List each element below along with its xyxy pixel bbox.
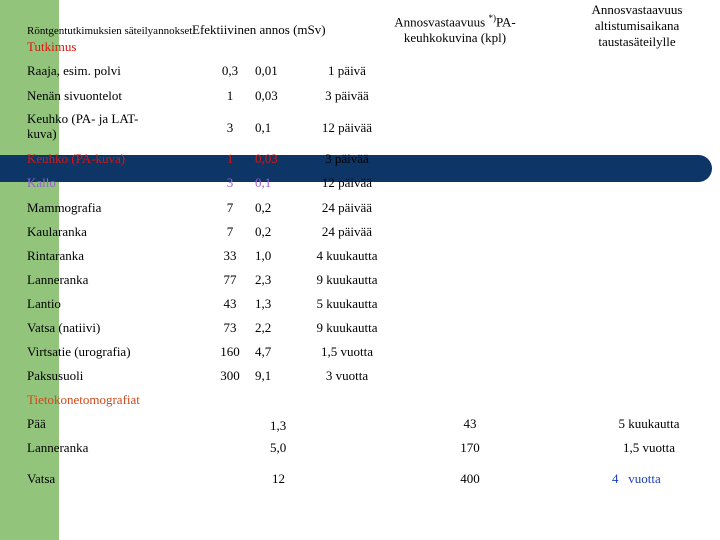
equivalent-header-line1b: PA- (495, 14, 516, 30)
background-time: 3 päivää (325, 151, 369, 166)
green-side-band (0, 0, 59, 540)
background-time: 9 kuukautta (316, 320, 378, 335)
dose-value: 0,03 (255, 88, 278, 103)
background-time: 5 kuukautta (316, 296, 378, 311)
equivalent-value: 77 (223, 272, 237, 287)
background-time: 1 päivä (328, 63, 366, 78)
equivalent-value: 0,3 (221, 63, 239, 78)
dose-value: 5,0 (270, 440, 287, 455)
equivalent-value: 3 (226, 120, 234, 135)
equivalent-value: 7 (226, 200, 234, 215)
equivalent-value: 33 (223, 248, 237, 263)
footnote-mark: *) (488, 13, 496, 23)
dose-value: 2,3 (255, 272, 272, 287)
dose-value: 0,01 (255, 63, 278, 78)
background-time: 1,5 vuotta (623, 440, 675, 455)
background-time: 9 kuukautta (316, 272, 378, 287)
source-label: Röntgentutkimuksien säteilyannokset (27, 25, 193, 37)
dose-value: 0,2 (255, 224, 272, 239)
dose-value: 4,7 (255, 344, 272, 359)
exam-name: Virtsatie (urografia) (27, 344, 131, 359)
exam-name: Vatsa (27, 471, 56, 486)
background-time: 5 kuukautta (618, 416, 680, 431)
exam-name: Mammografia (27, 200, 102, 215)
exam-name: Raaja, esim. polvi (27, 63, 121, 78)
background-time: 4 kuukautta (316, 248, 378, 263)
background-time: 24 päivää (321, 200, 373, 215)
background-time: 1,5 vuotta (321, 344, 373, 359)
equivalent-value: 1 (226, 151, 234, 166)
column-header-equivalent (365, 10, 545, 46)
exam-name: Pää (27, 416, 46, 431)
time-header-line3: taustasäteilylle (598, 34, 676, 49)
exam-name: Vatsa (natiivi) (27, 320, 101, 335)
dose-value: 9,1 (255, 368, 272, 383)
dose-value: 1,3 (255, 296, 272, 311)
background-time: 4 vuotta (612, 471, 661, 486)
equivalent-value: 300 (220, 368, 240, 383)
exam-name: Lantio (27, 296, 61, 311)
equivalent-header-line1: Annosvastaavuus (394, 14, 486, 30)
equivalent-value: 7 (226, 224, 234, 239)
equivalent-value: 43 (223, 296, 237, 311)
exam-name: Kaularanka (27, 224, 87, 239)
exam-name: Rintaranka (27, 248, 85, 263)
column-header-background-time (567, 2, 707, 50)
exam-name-line1: Keuhko (PA- ja LAT- (27, 111, 139, 126)
background-time: 12 päivää (321, 175, 373, 190)
equivalent-header-line2: keuhkokuvina (kpl) (403, 30, 507, 46)
dose-value: 12 (272, 471, 285, 486)
equivalent-value: 3 (226, 175, 234, 190)
background-time: 3 päivää (325, 88, 369, 103)
time-header-line1: Annosvastaavuus (591, 2, 683, 17)
exam-name: Kallo (27, 175, 56, 190)
exam-name: Nenän sivuontelot (27, 88, 122, 103)
equivalent-value: 43 (463, 416, 477, 431)
exam-name: Lanneranka (27, 440, 89, 455)
exam-name: Lanneranka (27, 272, 89, 287)
background-time: 24 päivää (321, 224, 373, 239)
background-time: 3 vuotta (325, 368, 369, 383)
exam-name-line2: kuva) (27, 126, 57, 141)
dose-value: 1,3 (270, 418, 287, 433)
column-header-exam: Tutkimus (27, 39, 77, 54)
dose-value: 0,2 (255, 200, 272, 215)
dose-value: 2,2 (255, 320, 272, 335)
column-header-dose: Efektiivinen annos (mSv) (192, 22, 326, 37)
section-title-ct: Tietokonetomografiat (27, 392, 140, 407)
equivalent-value: 170 (460, 440, 480, 455)
dose-value: 1,0 (255, 248, 272, 263)
exam-name: Keuhko (PA-kuva) (27, 151, 126, 166)
dose-value: 0,1 (255, 175, 272, 190)
equivalent-value: 400 (460, 471, 480, 486)
equivalent-value: 1 (226, 88, 234, 103)
time-header-line2: altistumisaikana (594, 18, 680, 33)
exam-name: Paksusuoli (27, 368, 84, 383)
dose-value: 0,1 (255, 120, 272, 135)
background-time: 12 päivää (321, 120, 373, 135)
dose-value: 0,03 (255, 151, 278, 166)
equivalent-value: 160 (220, 344, 240, 359)
equivalent-value: 73 (223, 320, 237, 335)
